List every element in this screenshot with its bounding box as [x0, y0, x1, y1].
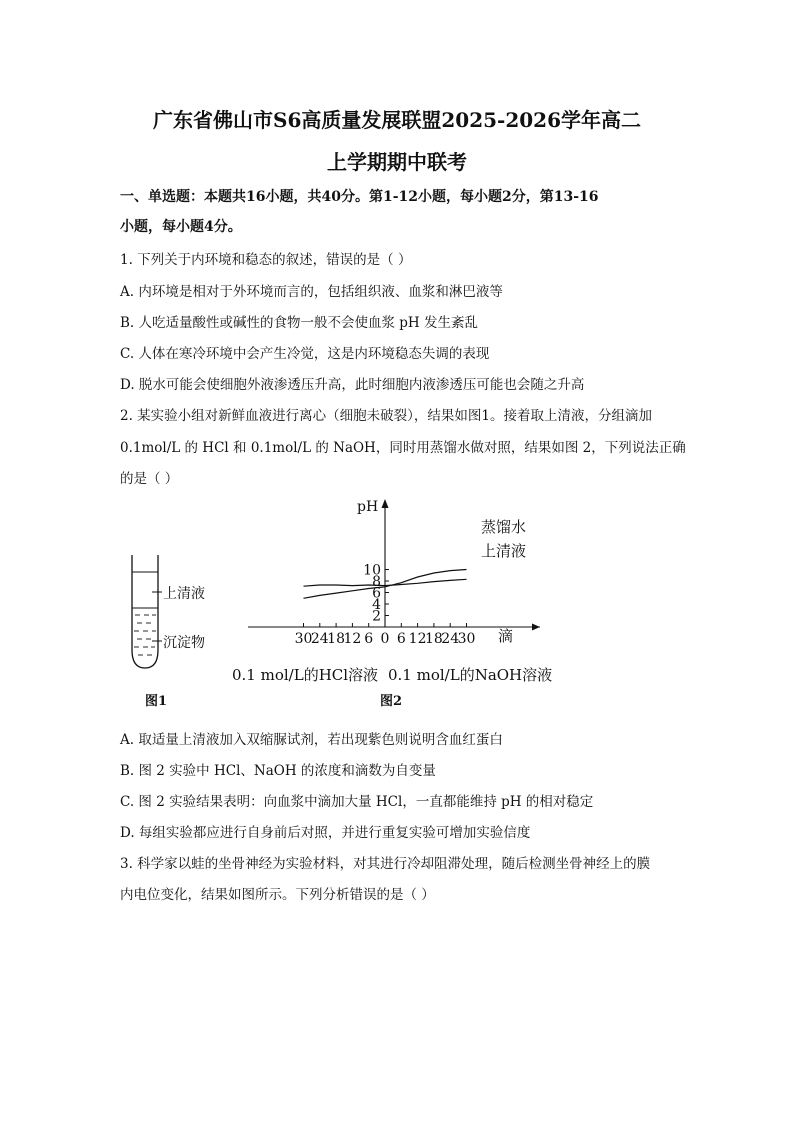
x-axis-arrow [532, 624, 540, 631]
q1-stem: 1. 下列关于内环境和稳态的叙述，错误的是（ ） [120, 252, 412, 268]
x-tick-label: 30 [457, 631, 476, 647]
x-tick-label: 24 [310, 631, 329, 647]
q2-stem-line2: 0.1mol/L 的 HCl 和 0.1mol/L 的 NaOH，同时用蒸馏水做对照，结果如图 2，下列说法正确 [120, 440, 686, 456]
q2-stem-line1: 2. 某实验小组对新鲜血液进行离心（细胞未破裂），结果如图1。接着取上清液，分组滴加 [120, 408, 653, 424]
naoh-axis-label: 0.1 mol/L的NaOH溶液 [388, 666, 553, 684]
x-tick-label: 18 [424, 631, 443, 647]
y-tick-label: 2 [372, 608, 381, 625]
series-line-distilled-water [304, 570, 467, 599]
y-axis-arrow [382, 499, 389, 508]
q2-option-a: A. 取适量上清液加入双缩脲试剂，若出现紫色则说明含血红蛋白 [120, 732, 503, 748]
test-tube [132, 555, 162, 668]
q2-option-d: D. 每组实验都应进行自身前后对照，并进行重复实验可增加实验信度 [120, 825, 531, 841]
section-heading-cont: 小题，每小题4分。 [120, 219, 242, 235]
supernatant-label: 上清液 [163, 586, 205, 602]
q1-option-a: A. 内环境是相对于外环境而言的，包括组织液、血浆和淋巴液等 [120, 284, 503, 300]
q2-option-c: C. 图 2 实验结果表明：向血浆中滴加大量 HCl，一直都能维持 pH 的相对稳定 [120, 794, 594, 810]
section-heading: 一、单选题：本题共16小题，共40分。第1-12小题，每小题2分，第13-16 [120, 189, 599, 205]
legend-supernatant: 上清液 [481, 542, 527, 560]
q2-option-b: B. 图 2 实验中 HCl、NaOH 的浓度和滴数为自变量 [120, 763, 436, 779]
y-tick-label: 8 [372, 574, 381, 590]
q3-stem-line1: 3. 科学家以蛙的坐骨神经为实验材料，对其进行冷却阻滞处理，随后检测坐骨神经上的膜 [120, 856, 651, 872]
series-line-supernatant [304, 579, 467, 586]
x-tick-label: 30 [294, 631, 313, 647]
page-title: 广东省佛山市S6高质量发展联盟2025-2026学年高二 [153, 108, 641, 132]
x-tick-label: 6 [364, 631, 374, 647]
x-tick-label: 18 [327, 631, 346, 647]
q1-option-c: C. 人体在寒冷环境中会产生冷觉，这是内环境稳态失调的表现 [120, 346, 490, 362]
y-axis-label: pH [357, 499, 379, 515]
y-tick-label: 4 [372, 597, 381, 613]
x-tick-label: 6 [396, 631, 406, 647]
x-tick-label: 12 [408, 631, 427, 647]
y-tick-label: 10 [363, 562, 381, 579]
q1-option-b: B. 人吃适量酸性或碱性的食物一般不会使血浆 pH 发生紊乱 [120, 315, 478, 331]
x-tick-label: 24 [441, 631, 460, 647]
x-axis-unit: 滴 [498, 627, 514, 645]
x-tick-label: 12 [343, 631, 362, 647]
page-subtitle: 上学期期中联考 [327, 150, 467, 174]
sediment-label: 沉淀物 [163, 635, 205, 651]
hcl-axis-label: 0.1 mol/L的HCl溶液 [232, 666, 379, 684]
figure-1-caption: 图1 [145, 694, 168, 709]
y-tick-label: 6 [372, 585, 381, 602]
q2-stem-line3: 的是（ ） [120, 471, 179, 487]
q3-stem-line2: 内电位变化，结果如图所示。下列分析错误的是（ ） [120, 887, 435, 903]
figure-2-caption: 图2 [380, 694, 403, 709]
x-tick-label: 0 [380, 631, 390, 647]
q1-option-d: D. 脱水可能会使细胞外液渗透压升高，此时细胞内液渗透压可能也会随之升高 [120, 377, 585, 393]
legend-distilled-water: 蒸馏水 [481, 518, 527, 536]
